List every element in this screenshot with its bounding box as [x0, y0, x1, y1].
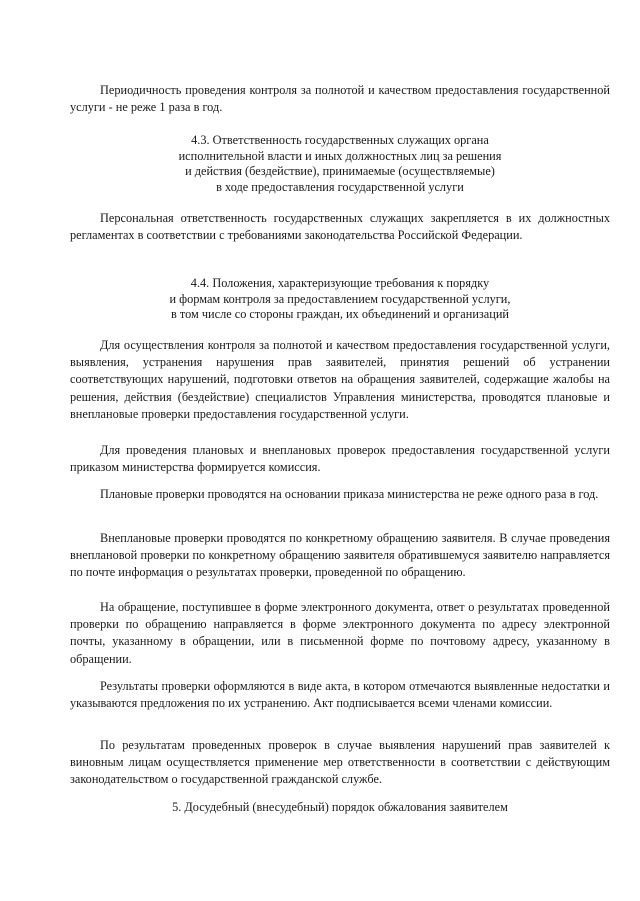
heading-line: исполнительной власти и иных должностных лиц за решения — [178, 148, 502, 163]
paragraph-unplanned-checks: Внеплановые проверки проводятся по конкретному обращению заявителя. В случае проведения внеплановой проверки по конкретному обращению заявителя обратившемуся заявителю направляется по почте информация о результатах проверки, проведенной по обращению. — [70, 531, 610, 580]
paragraph-control-purpose: Для осуществления контроля за полнотой и качеством предоставления государственной услуги, выявления, устранения нарушения прав заявителей, принятия решений об устранении соответствующих нарушений, подготовки ответов на обращения заявителей, содержащие жалобы на решения, действия (бездействие) специалистов Управления министерства, проводятся плановые и внеплановые проверки предоставления государственной услуги. — [70, 338, 610, 421]
paragraph-control-frequency: Периодичность проведения контроля за полнотой и качеством предоставления государственной услуги - не реже 1 раза в год. — [70, 83, 610, 115]
heading-line: и действия (бездействие), принимаемые (осуществляемые) — [185, 164, 495, 179]
section-heading-4-3 — [70, 133, 610, 195]
heading-line: и формам контроля за предоставлением государственной услуги, — [169, 291, 511, 306]
paragraph-liability: По результатам проведенных проверок в случае выявления нарушений прав заявителей к виновным лицам осуществляется применение мер ответственности в соответствии с действующим законодательством о государственной гражданской службе. — [70, 738, 610, 787]
paragraph-personal-responsibility: Персональная ответственность государственных служащих закрепляется в их должностных регламентах в соответствии с требованиями законодательства Российской Федерации. — [70, 211, 610, 243]
heading-line: в том числе со стороны граждан, их объединений и организаций — [171, 307, 509, 322]
paragraph-electronic-response: На обращение, поступившее в форме электронного документа, ответ о результатах проведенной проверки по обращению направляется в форме электронного документа по адресу электронной почты, указанному в обращении, или в письменной форме по почтовому адресу, указанному в обращении. — [70, 600, 610, 666]
heading-line: в ходе предоставления государственной услуги — [216, 179, 464, 194]
section-heading-5: 5. Досудебный (внесудебный) порядок обжалования заявителем — [172, 800, 508, 814]
paragraph-inspection-act: Результаты проверки оформляются в виде акта, в котором отмечаются выявленные недостатки и указываются предложения по их устранению. Акт подписывается всеми членами комиссии. — [70, 679, 610, 711]
section-heading-4-4 — [70, 276, 610, 323]
heading-line: 4.3. Ответственность государственных служащих органа — [191, 133, 489, 147]
heading-line: 4.4. Положения, характеризующие требования к порядку — [190, 276, 490, 290]
paragraph-planned-checks: Плановые проверки проводятся на основании приказа министерства не реже одного раза в год. — [100, 487, 599, 501]
paragraph-commission: Для проведения плановых и внеплановых проверок предоставления государственной услуги приказом министерства формируется комиссия. — [70, 443, 610, 475]
